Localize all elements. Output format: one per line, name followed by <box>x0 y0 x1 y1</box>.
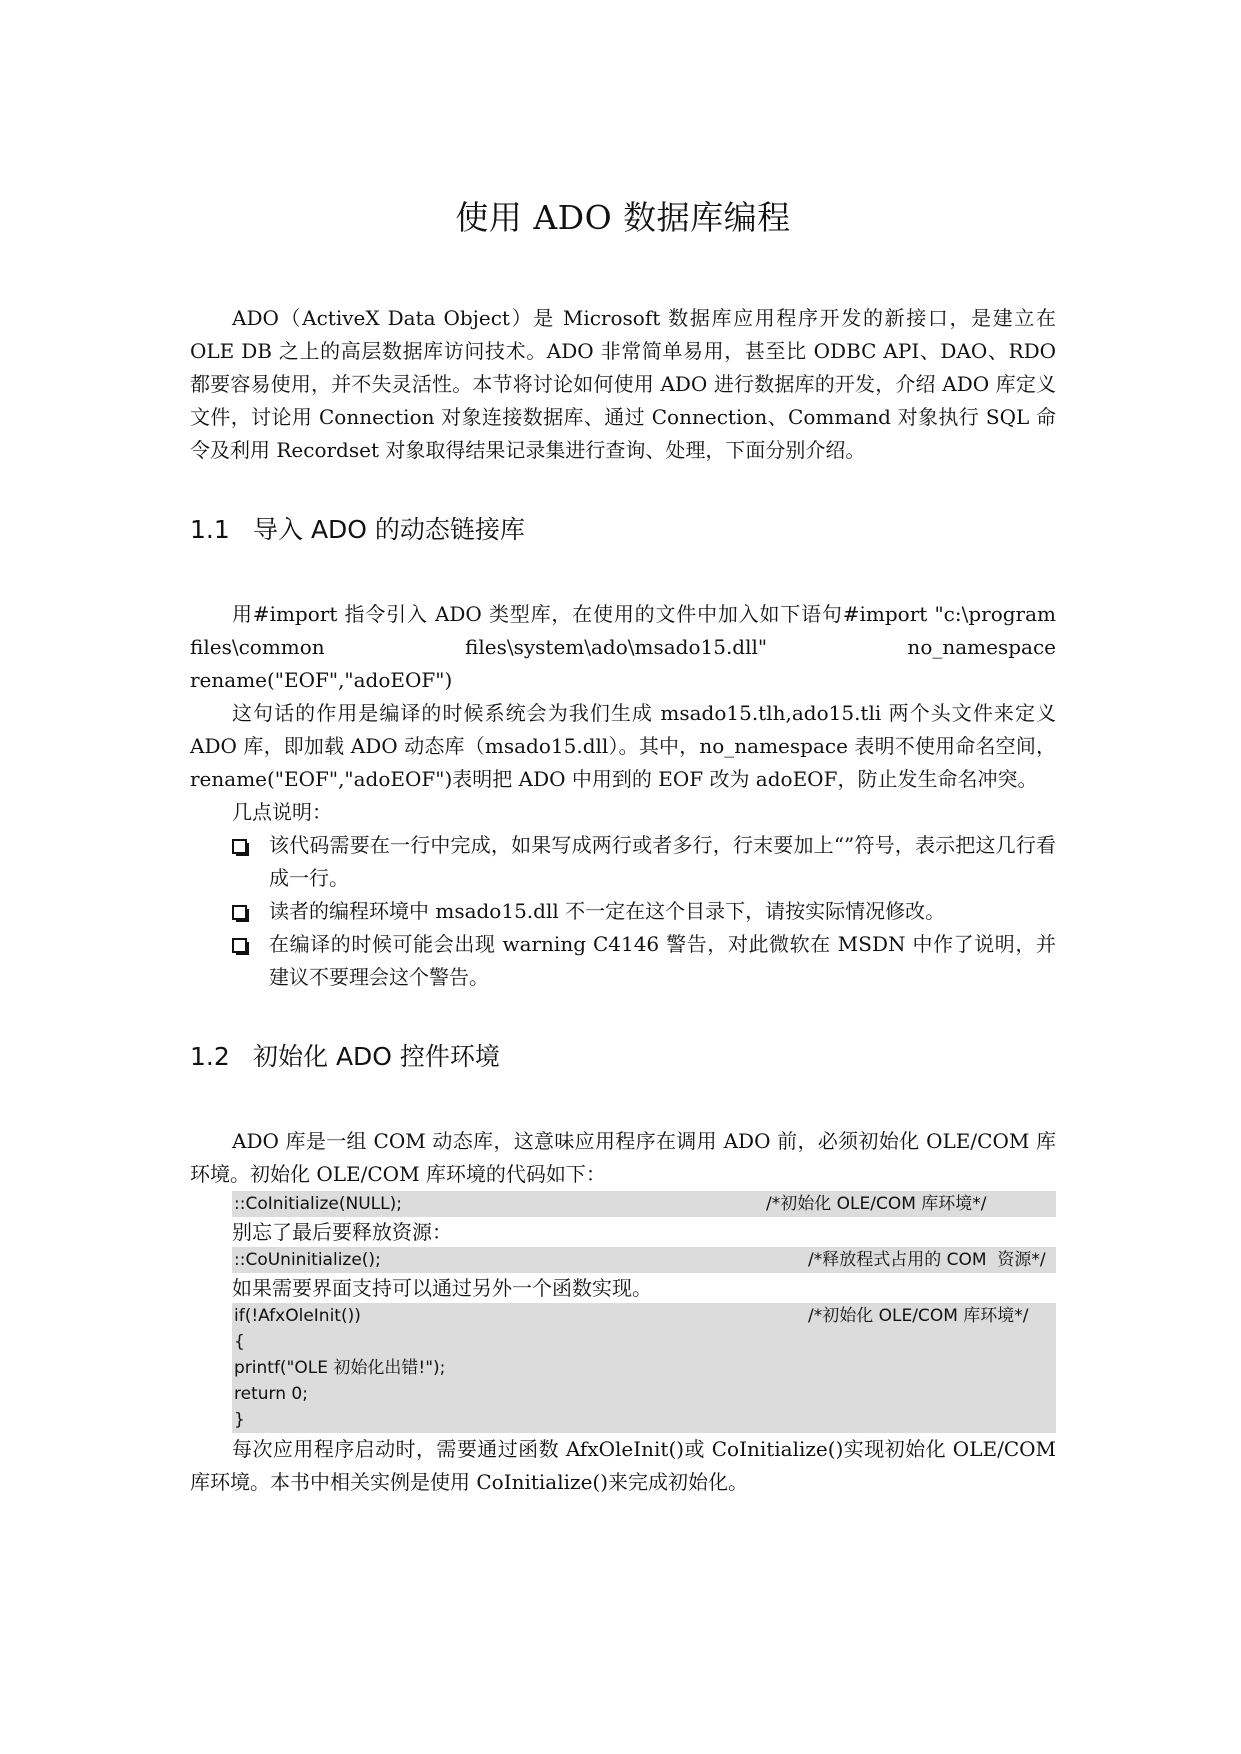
list-item-text: 该代码需要在一行中完成，如果写成两行或者多行，行末要加上“”符号，表示把这几行看成一行。 <box>269 833 1056 890</box>
code-text: { <box>234 1332 245 1352</box>
ui-support-text: 如果需要界面支持可以通过另外一个函数实现。 <box>232 1276 652 1300</box>
list-item-text: 在编译的时候可能会出现 warning C4146 警告，对此微软在 MSDN 中作了说明，并建议不要理会这个警告。 <box>269 932 1056 989</box>
section-heading-1-2 <box>190 1039 1056 1075</box>
release-resources-text: 别忘了最后要释放资源： <box>232 1220 452 1244</box>
final-paragraph: 每次应用程序启动时，需要通过函数 AfxOleInit()或 CoInitialize()实现初始化 OLE/COM 库环境。本书中相关实例是使用 CoInitialize()来完成初始化。 <box>190 1437 1056 1494</box>
notes-label: 几点说明： <box>232 800 332 824</box>
code-comment: /*初始化 OLE/COM 库环境*/ <box>766 1194 987 1214</box>
section-heading-1-1 <box>190 512 1056 548</box>
code-line <box>234 1191 1056 1217</box>
code-comment: /*释放程式占用的 COM 资源*/ <box>808 1250 1046 1270</box>
list-item <box>232 928 1056 994</box>
code-text: ::CoUninitialize(); <box>234 1250 381 1270</box>
code-block-couninitialize <box>232 1247 1056 1273</box>
code-line <box>234 1355 1056 1381</box>
code-text: } <box>234 1410 245 1430</box>
code-text: if(!AfxOleInit()) <box>234 1306 361 1326</box>
document-title: 使用 ADO 数据库编程 <box>455 198 791 237</box>
checkbox-bullet-icon <box>232 938 247 953</box>
import-explanation-paragraph: 这句话的作用是编译的时候系统会为我们生成 msado15.tlh,ado15.tli 两个头文件来定义 ADO 库，即加载 ADO 动态库（msado15.dll）。其中，no_namespace 表明不使用命名空间，rename("EOF","adoEOF")表明把 ADO 中用到的 EOF 改为 adoEOF，防止发生命名冲突。 <box>190 701 1056 791</box>
code-line <box>234 1247 1056 1273</box>
code-text: printf("OLE 初始化出错!"); <box>234 1358 446 1378</box>
section-number: 1.1 <box>190 515 230 544</box>
code-comment: /*初始化 OLE/COM 库环境*/ <box>808 1306 1029 1326</box>
code-line <box>234 1303 1056 1329</box>
list-item <box>232 895 1056 928</box>
code-line <box>234 1329 1056 1355</box>
init-paragraph: ADO 库是一组 COM 动态库，这意味应用程序在调用 ADO 前，必须初始化 OLE/COM 库环境。初始化 OLE/COM 库环境的代码如下： <box>190 1129 1056 1186</box>
code-block-coinitialize <box>232 1191 1056 1217</box>
import-paragraph: 用#import 指令引入 ADO 类型库，在使用的文件中加入如下语句#import "c:\program files\common files\system\ado\msado15.dll" no_namespace rename("EOF","adoEOF") <box>190 602 1056 692</box>
code-line <box>234 1407 1056 1433</box>
section-title: 初始化 ADO 控件环境 <box>253 1042 500 1071</box>
code-line <box>234 1381 1056 1407</box>
checkbox-bullet-icon <box>232 839 247 854</box>
code-text: ::CoInitialize(NULL); <box>234 1194 402 1214</box>
checkbox-bullet-icon <box>232 905 247 920</box>
code-block-afxoleinit <box>232 1303 1056 1433</box>
list-item <box>232 829 1056 895</box>
section-number: 1.2 <box>190 1042 230 1071</box>
notes-list <box>190 829 1056 994</box>
section-title: 导入 ADO 的动态链接库 <box>253 515 525 544</box>
intro-paragraph: ADO（ActiveX Data Object）是 Microsoft 数据库应用程序开发的新接口，是建立在 OLE DB 之上的高层数据库访问技术。ADO 非常简单易用，甚至比 ODBC API、DAO、RDO 都要容易使用，并不失灵活性。本节将讨论如何使用 ADO 进行数据库的开发，介绍 ADO 库定义文件，讨论用 Connection 对象连接数据库、通过 Connection、Command 对象执行 SQL 命令及利用 Recordset 对象取得结果记录集进行查询、处理，下面分别介绍。 <box>190 306 1056 462</box>
document-page <box>190 196 1056 1499</box>
list-item-text: 读者的编程环境中 msado15.dll 不一定在这个目录下，请按实际情况修改。 <box>269 899 946 923</box>
code-text: return 0; <box>234 1384 308 1404</box>
